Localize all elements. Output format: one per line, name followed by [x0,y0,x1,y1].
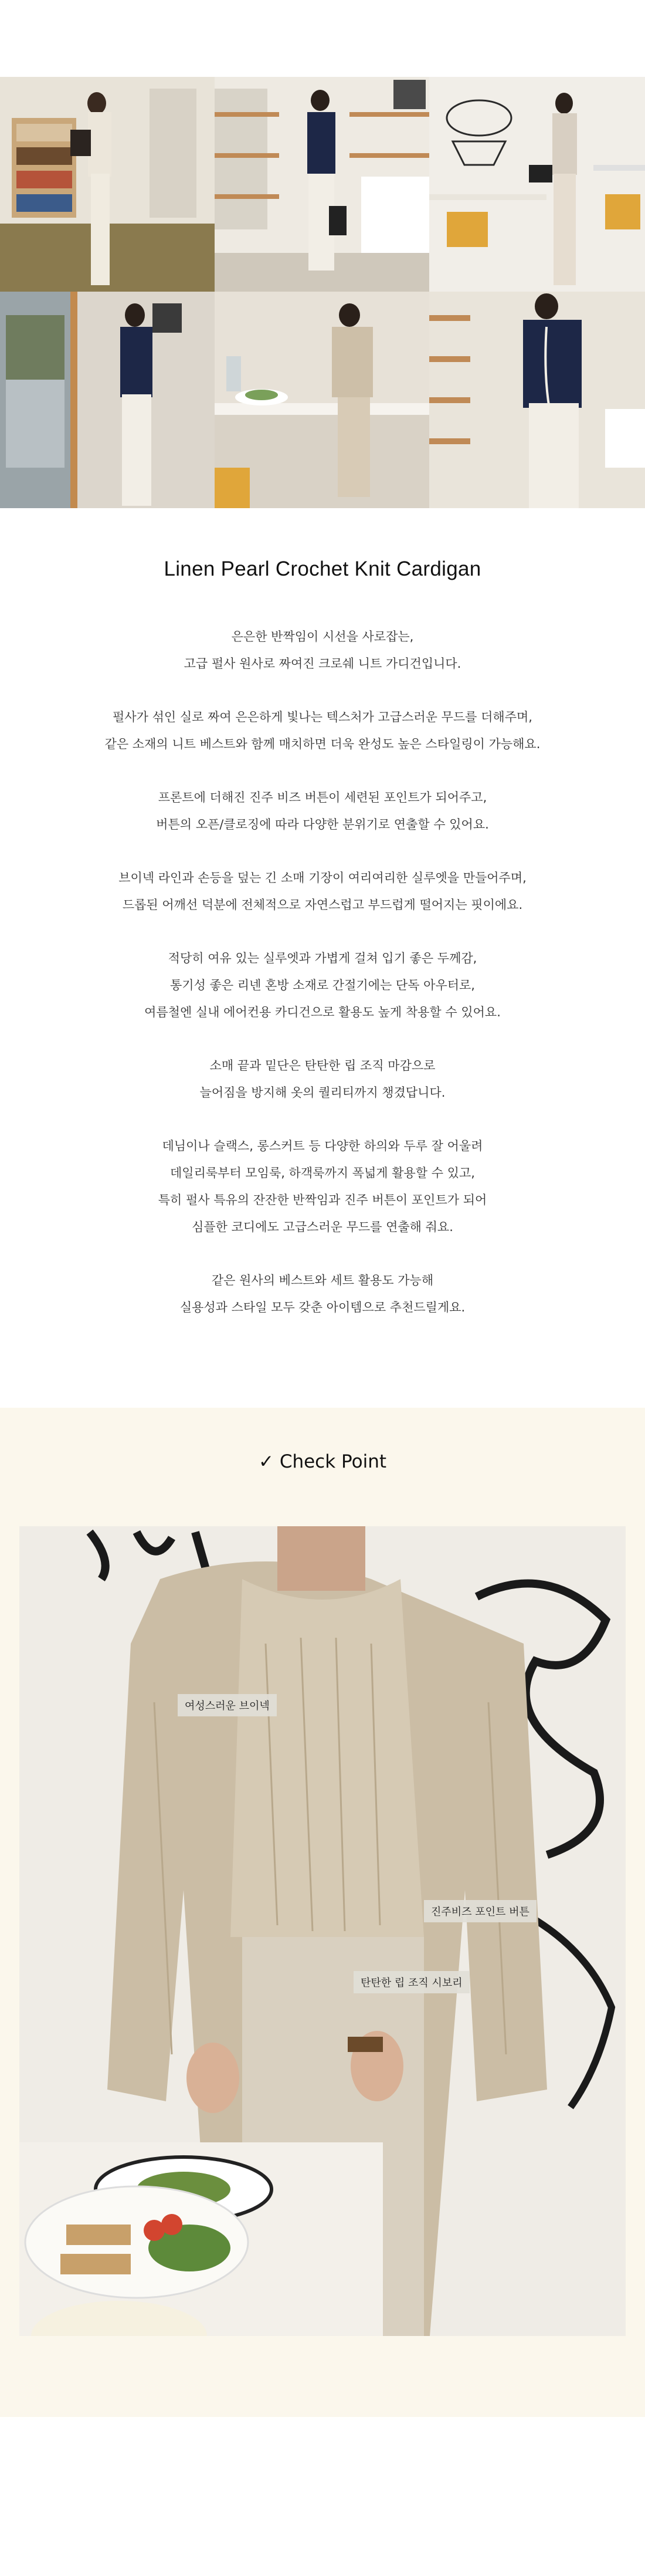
description-line: 실용성과 스타일 모두 갖춘 아이템으로 추천드릴게요. [179,1300,466,1314]
description-line: 심플한 코디에도 고급스러운 무드를 연출해 줘요. [192,1220,453,1234]
description-line: 늘어짐을 방지해 옷의 퀄리티까지 챙겼답니다. [199,1086,446,1100]
description-paragraph [0,864,645,918]
description-paragraph [0,1133,645,1240]
description-line: 여름철엔 실내 에어컨용 카디건으로 활용도 높게 착용할 수 있어요. [144,1005,501,1019]
description-paragraph [0,945,645,1026]
description-line: 같은 원사의 베스트와 세트 활용도 가능해 [211,1273,434,1287]
model-photo-4 [0,292,215,508]
description-line: 프론트에 더해진 진주 비즈 버튼이 세련된 포인트가 되어주고, [158,790,487,804]
pearl-button-tag: 진주비즈 포인트 버튼 [424,1900,537,1922]
description-line: 데님이나 슬랙스, 롱스커트 등 다양한 하의와 두루 잘 어울려 [162,1139,483,1153]
description-line: 브이넥 라인과 손등을 덮는 긴 소매 기장이 여리여리한 실루엣을 만들어주며, [118,871,527,885]
model-photo-3 [429,77,645,292]
model-photo-1 [0,77,215,292]
description-line: 같은 소재의 니트 베스트와 함께 매치하면 더욱 완성도 높은 스타일링이 가능해요. [104,737,541,751]
description-line: 드롭된 어깨선 덕분에 전체적으로 자연스럽고 부드럽게 떨어지는 핏이에요. [122,898,523,912]
description-paragraph [0,623,645,677]
description-paragraph [0,784,645,838]
description-line: 고급 펄사 원사로 짜여진 크로쉐 니트 가디건입니다. [184,657,461,671]
check-point-title: ✓ Check Point [258,1451,386,1472]
description-line: 통기성 좋은 리넨 혼방 소재로 간절기에는 단독 아우터로, [170,978,475,992]
description-paragraph [0,704,645,758]
model-photo-5 [215,292,429,508]
description-line: 펄사가 섞인 실로 짜여 은은하게 빛나는 텍스처가 고급스러운 무드를 더해주며, [113,710,532,724]
check-point-photo [19,1526,626,2336]
description-line: 적당히 여유 있는 실루엣과 가볍게 걸쳐 입기 좋은 두께감, [168,951,477,965]
product-description [0,623,645,1347]
lookbook-photo-grid [0,77,645,508]
description-line: 데일리룩부터 모임룩, 하객룩까지 폭넓게 활용할 수 있고, [170,1166,475,1180]
model-photo-2 [215,77,429,292]
rib-knit-tag: 탄탄한 립 조직 시보리 [354,1971,470,1993]
vneck-tag: 여성스러운 브이넥 [178,1694,277,1716]
model-photo-6 [429,292,645,508]
description-line: 소매 끝과 밑단은 탄탄한 립 조직 마감으로 [209,1059,436,1073]
description-line: 특히 펄사 특유의 잔잔한 반짝임과 진주 버튼이 포인트가 되어 [158,1193,487,1207]
check-point-section [0,1408,645,2417]
description-paragraph [0,1267,645,1321]
product-title: Linen Pearl Crochet Knit Cardigan [164,557,481,580]
description-paragraph [0,1052,645,1106]
description-line: 은은한 반짝임이 시선을 사로잡는, [231,630,414,644]
description-line: 버튼의 오픈/클로징에 따라 다양한 분위기로 연출할 수 있어요. [156,817,489,831]
